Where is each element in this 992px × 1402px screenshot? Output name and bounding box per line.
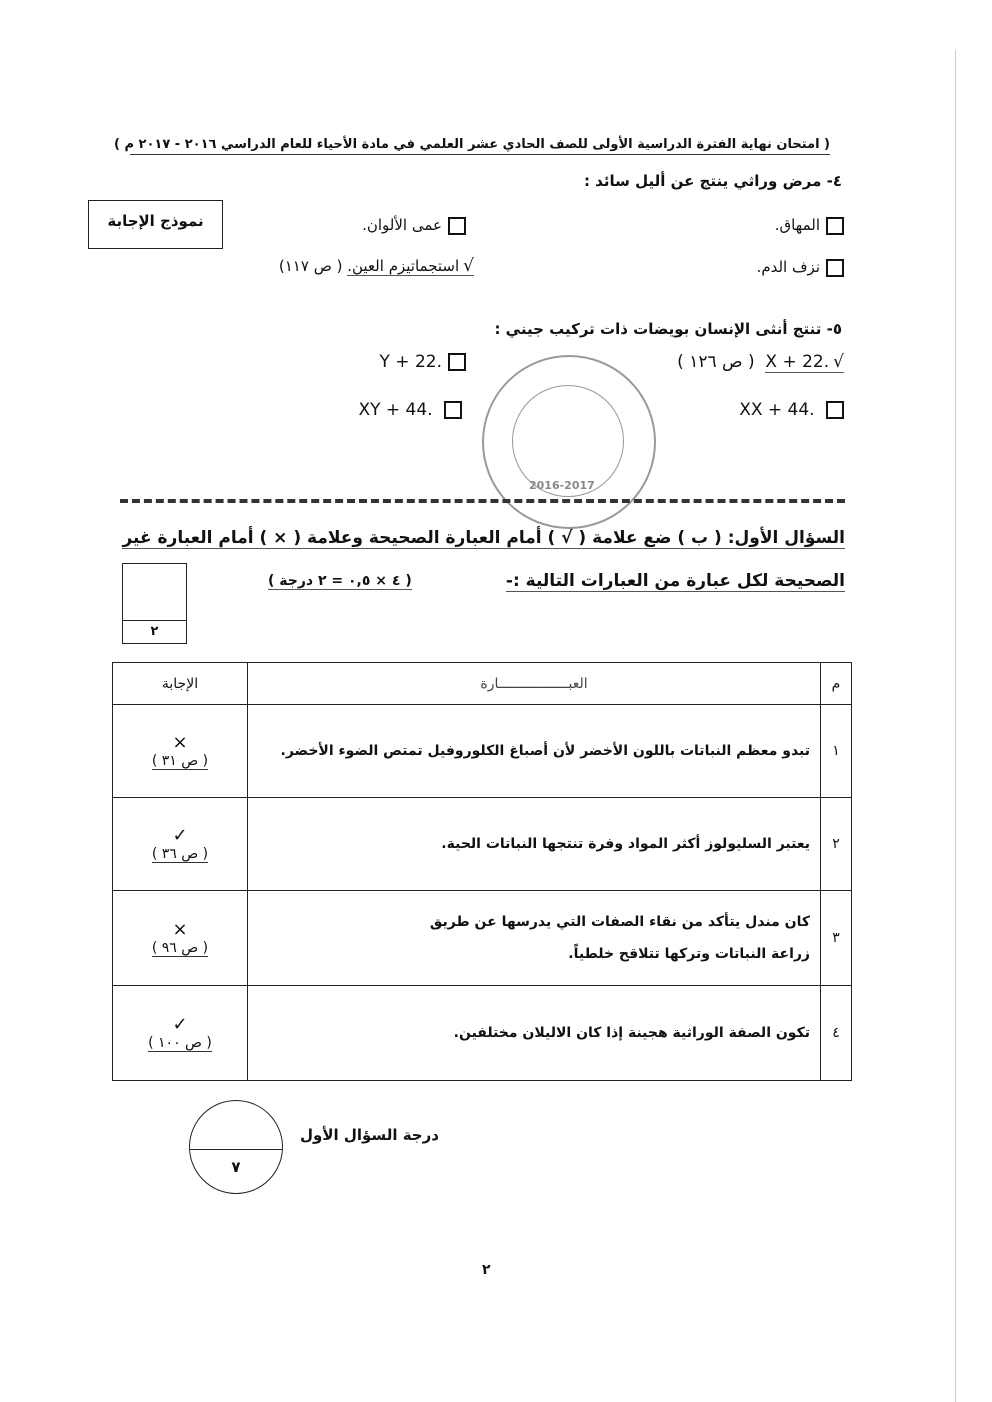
answer-cell: [113, 798, 248, 891]
checkbox-icon: [448, 353, 466, 371]
q5-option-3[interactable]: [739, 400, 844, 420]
answer-cell: [113, 891, 248, 986]
header-answer: الإجابة: [113, 663, 248, 705]
q4-option-3[interactable]: [757, 258, 844, 277]
check-mark-icon: √: [833, 352, 844, 372]
statement-cell: تبدو معظم النباتات باللون الأخضر لأن أصباغ الكلوروفيل تمتص الضوء الأخضر.: [248, 705, 821, 798]
section-instruction-line1: السؤال الأول: ( ب ) ضع علامة ( √ ) أمام العبارة الصحيحة وعلامة ( × ) أمام العبارة غير: [122, 528, 845, 548]
check-mark-icon: √: [463, 256, 474, 276]
row-number: ٢: [821, 798, 852, 891]
checkbox-icon: [444, 401, 462, 419]
check-mark-icon: ✓: [172, 825, 188, 846]
option-text: XX + 44.: [739, 400, 815, 420]
page-ref: ( ص ١٠٠ ): [148, 1035, 212, 1051]
q5-option-2[interactable]: [380, 352, 466, 372]
row-number: ١: [821, 705, 852, 798]
page-number: ٢: [482, 1262, 491, 1278]
option-text: نزف الدم.: [756, 258, 820, 276]
header-statement: العبـــــــــــــــــارة: [248, 663, 821, 705]
option-text: X + 22.: [765, 352, 830, 372]
q5-option-1[interactable]: [677, 352, 844, 372]
section-points: ( ٤ × ٠,٥ = ٢ درجة ): [268, 573, 412, 589]
row-number: ٣: [821, 891, 852, 986]
exam-header: ( امتحان نهاية الفترة الدراسية الأولى للصف الحادي عشر العلمي في مادة الأحياء للعام الدراسي ٢٠١٦ - ٢٠١٧ م ): [130, 137, 830, 155]
cross-mark-icon: ×: [172, 919, 188, 940]
total-value: ٧: [231, 1158, 241, 1176]
statement-cell: يعتبر السليولوز أكثر المواد وفرة تنتجها النباتات الحية.: [248, 798, 821, 891]
checkbox-icon: [448, 217, 466, 235]
scan-edge-line: [955, 50, 956, 1402]
section-divider: [120, 499, 845, 503]
stamp-year: 2016-2017: [529, 479, 595, 492]
page-ref: ( ص ٣٦ ): [151, 846, 209, 862]
checkbox-icon: [826, 259, 844, 277]
statements-table: [112, 662, 852, 1081]
page-ref: ( ص ٩٦ ): [151, 940, 209, 956]
statement-cell: كان مندل يتأكد من نقاء الصفات التي يدرسها عن طريق زراعة النباتات وتركها تتلاقح خلطياً.: [248, 891, 821, 986]
page-ref: ( ص ١٢٦ ): [677, 352, 755, 372]
check-mark-icon: ✓: [172, 1014, 188, 1035]
table-row: [113, 705, 852, 798]
table-row: [113, 798, 852, 891]
q4-option-2[interactable]: [362, 216, 466, 235]
statement-cell: تكون الصفة الوراثية هجينة إذا كان الاليلان مختلفين.: [248, 986, 821, 1081]
total-blank: [190, 1101, 282, 1150]
total-label: درجة السؤال الأول: [300, 1126, 439, 1144]
header-num: م: [821, 663, 852, 705]
option-text: Y + 22.: [379, 352, 442, 372]
q5-option-4[interactable]: [358, 400, 462, 420]
answer-cell: [113, 705, 248, 798]
option-text: عمى الألوان.: [362, 216, 442, 234]
section-instruction-line2: الصحيحة لكل عبارة من العبارات التالية :-: [505, 571, 845, 591]
score-blank: [123, 564, 186, 621]
row-number: ٤: [821, 986, 852, 1081]
q4-title: ٤- مرض وراثي ينتج عن أليل سائد :: [583, 172, 842, 190]
total-score-circle: [189, 1100, 283, 1194]
page-ref: ( ص ٣١ ): [151, 753, 209, 769]
checkbox-icon: [826, 401, 844, 419]
option-text: XY + 44.: [358, 400, 433, 420]
table-row: [113, 891, 852, 986]
option-text: المهاق.: [774, 216, 820, 234]
table-header-row: [113, 663, 852, 705]
score-total: ٢: [150, 624, 159, 639]
score-box: [122, 563, 187, 644]
answer-model-label: نموذج الإجابة: [88, 200, 223, 249]
q5-title: ٥- تنتج أنثى الإنسان بويضات ذات تركيب جيني :: [494, 320, 842, 338]
answer-cell: [113, 986, 248, 1081]
cross-mark-icon: ×: [172, 732, 188, 753]
q4-option-1[interactable]: [775, 216, 844, 235]
page-ref: ( ص ١١٧): [278, 257, 343, 275]
option-text: استجماتيزم العين.: [347, 257, 460, 275]
checkbox-icon: [826, 217, 844, 235]
q4-option-4[interactable]: [279, 256, 474, 276]
table-row: [113, 986, 852, 1081]
